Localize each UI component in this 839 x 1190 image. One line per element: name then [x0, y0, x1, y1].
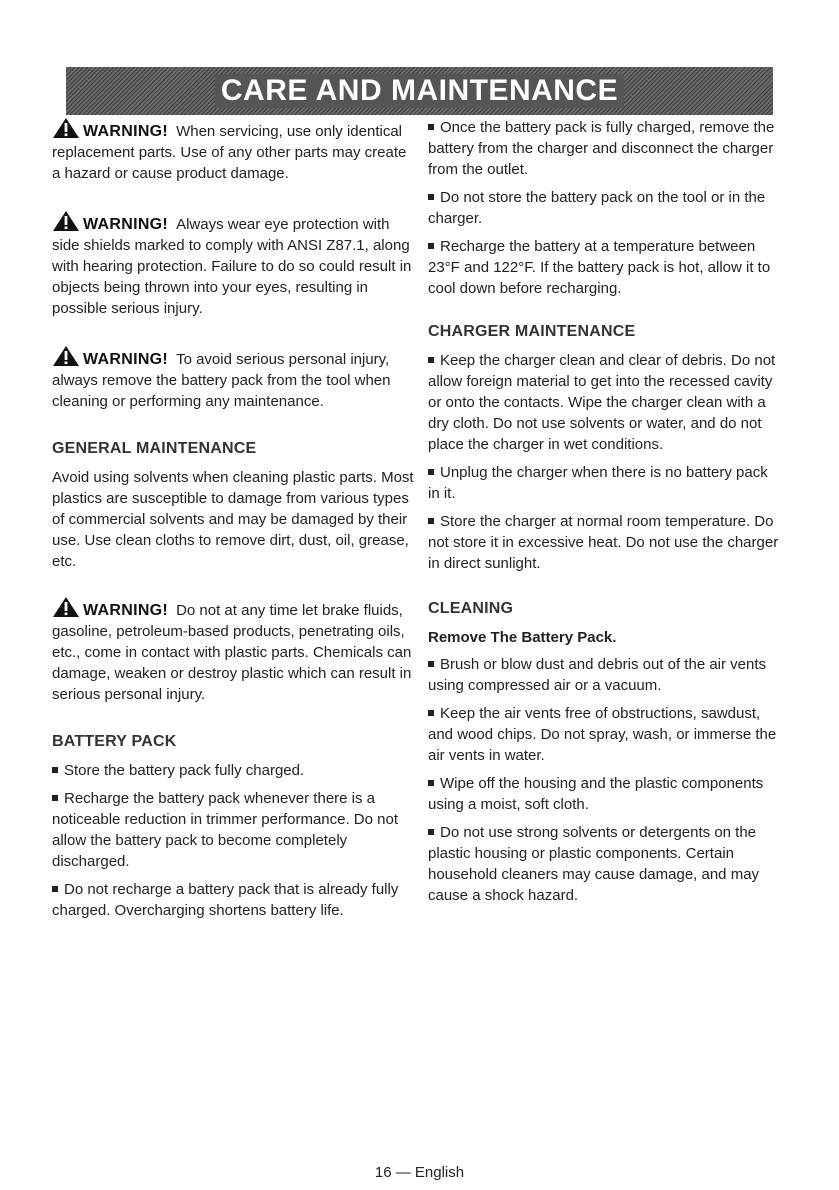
bullet-square-icon [428, 469, 434, 475]
cleaning-subheading: Remove The Battery Pack. [428, 629, 617, 646]
bullet-square-icon [428, 780, 434, 786]
list-item: Do not store the battery pack on the tool or in the charger. [428, 189, 766, 227]
bullet-square-icon [52, 767, 58, 773]
warning-text: When servicing, use only identical replacement parts. Use of any other parts may create a hazard or cause product damage. [52, 123, 407, 182]
list-item: Once the battery pack is fully charged, remove the battery from the charger and disconnect the charger from the outlet. [428, 119, 775, 178]
list-item: Do not use strong solvents or detergents on the plastic housing or plastic components. Certain household cleaners may cause damage, and may cause a shock hazard. [428, 824, 760, 904]
general-maintenance-text: Avoid using solvents when cleaning plastic parts. Most plastics are susceptible to damage from various types of commercial solvents and may be damaged by their use. Use clean cloths to remove dirt, dust, oil, grease, etc. [52, 469, 414, 570]
warning-plastic-parts [52, 596, 416, 705]
list-item: Do not recharge a battery pack that is already fully charged. Overcharging shortens battery life. [52, 881, 399, 919]
warning-triangle-icon [52, 345, 80, 367]
list-item: Brush or blow dust and debris out of the air vents using compressed air or a vacuum. [428, 656, 767, 694]
bullet-square-icon [428, 710, 434, 716]
bullet-square-icon [52, 795, 58, 801]
bullet-square-icon [428, 357, 434, 363]
bullet-square-icon [52, 886, 58, 892]
bullet-square-icon [428, 194, 434, 200]
warning-label: WARNING! [83, 123, 169, 140]
warning-label: WARNING! [83, 216, 169, 233]
warning-remove-battery [52, 345, 416, 412]
cleaning-heading: CLEANING [428, 600, 514, 617]
warning-triangle-icon [52, 210, 80, 232]
list-item: Store the charger at normal room temperature. Do not store it in excessive heat. Do not use the charger in direct sunlight. [428, 513, 779, 572]
section-title: CARE AND MAINTENANCE [215, 74, 624, 108]
bullet-square-icon [428, 243, 434, 249]
right-column [428, 117, 780, 913]
warning-servicing [52, 117, 416, 184]
bullet-square-icon [428, 829, 434, 835]
list-item: Wipe off the housing and the plastic components using a moist, soft cloth. [428, 775, 764, 813]
general-maintenance-heading: GENERAL MAINTENANCE [52, 440, 257, 457]
list-item: Keep the charger clean and clear of debris. Do not allow foreign material to get into the recessed cavity or onto the contacts. Wipe the charger clean with a dry cloth. Do not use solvents or water, and do not place the charger in wet conditions. [428, 352, 776, 453]
list-item: Store the battery pack fully charged. [52, 760, 416, 781]
warning-text: Do not at any time let brake fluids, gasoline, petroleum-based products, penetrating oils, etc., come in contact with plastic parts. Chemicals can damage, weaken or destroy plastic which can result in serious personal injury. [52, 602, 412, 703]
bullet-square-icon [428, 124, 434, 130]
warning-triangle-icon [52, 117, 80, 139]
left-column [52, 117, 416, 928]
warning-triangle-icon [52, 596, 80, 618]
bullet-square-icon [428, 661, 434, 667]
warning-text: Always wear eye protection with side shields marked to comply with ANSI Z87.1, along with hearing protection. Failure to do so could result in objects being thrown into your eyes, resulting in possible serious injury. [52, 216, 412, 317]
section-banner [66, 67, 773, 115]
charger-maintenance-heading: CHARGER MAINTENANCE [428, 323, 636, 340]
warning-label: WARNING! [83, 602, 169, 619]
list-item: Unplug the charger when there is no battery pack in it. [428, 464, 768, 502]
warning-label: WARNING! [83, 351, 169, 368]
page-footer: 16 — English [374, 1164, 465, 1181]
warning-eye-protection [52, 210, 416, 319]
battery-pack-heading: BATTERY PACK [52, 733, 177, 750]
list-item: Recharge the battery pack whenever there is a noticeable reduction in trimmer performance. Do not allow the battery pack to become completely discharged. [52, 790, 398, 870]
bullet-square-icon [428, 518, 434, 524]
list-item: Recharge the battery at a temperature between 23°F and 122°F. If the battery pack is hot, allow it to cool down before recharging. [428, 238, 771, 297]
warning-text: To avoid serious personal injury, always remove the battery pack from the tool when cleaning or performing any maintenance. [52, 351, 391, 410]
list-item: Keep the air vents free of obstructions, sawdust, and wood chips. Do not spray, wash, or immerse the air vents in water. [428, 705, 777, 764]
